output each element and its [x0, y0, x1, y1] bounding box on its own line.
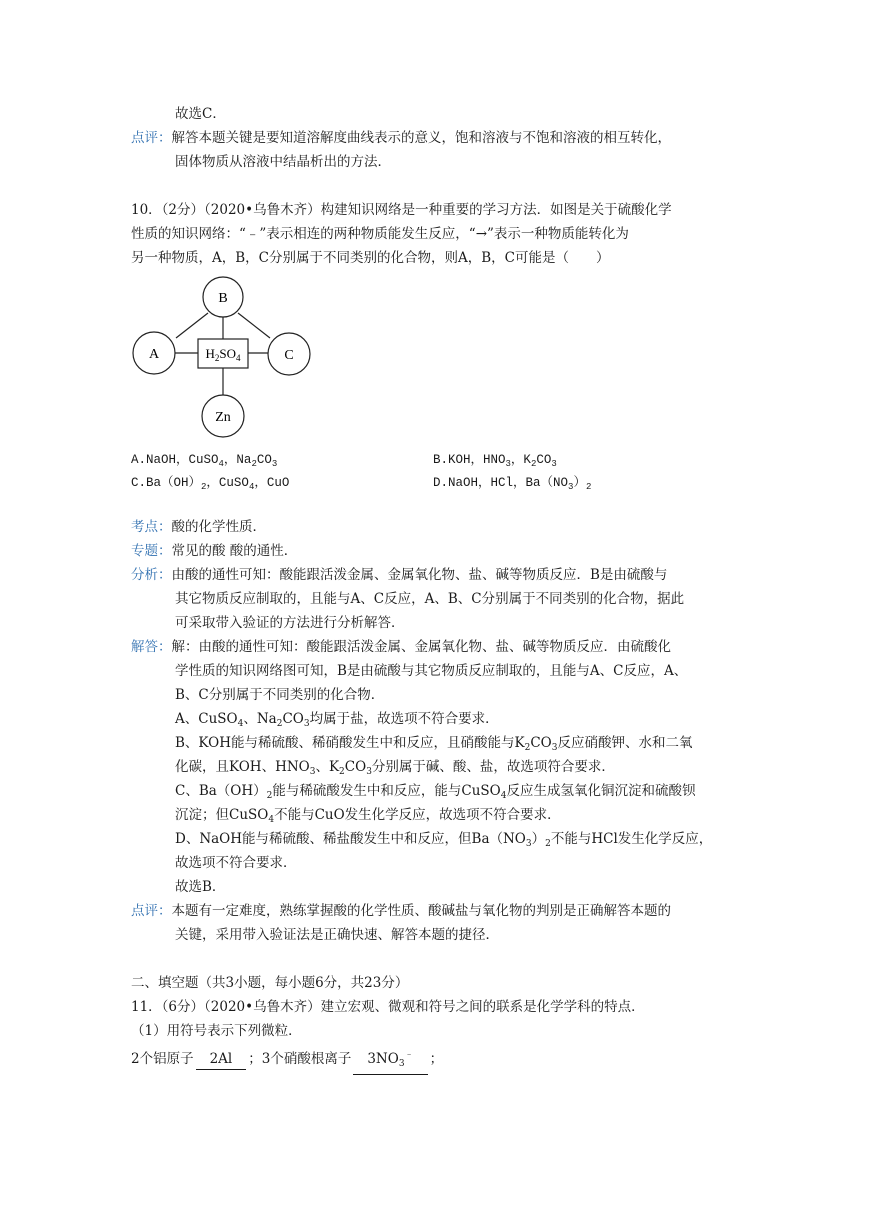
dianping-line-2: 关键，采用带入验证法是正确快速、解答本题的捷径． — [175, 927, 499, 943]
q10-stem-line-2: 性质的知识网络：“﹣”表示相连的两种物质能发生反应，“→”表示一种物质能转化为 — [131, 226, 629, 242]
solution-d-line-1: D、NaOH能与稀硫酸、稀盐酸发生中和反应，但$Ba(NO_3)_2$不能与HCl发生化学反应， — [175, 831, 713, 849]
zhuanti: 专题：常见的酸 酸的通性． — [131, 543, 298, 559]
comment-line-1: 解答本题关键是要知道溶解度曲线表示的意义，饱和溶液与不饱和溶液的相互转化， — [171, 130, 671, 146]
q10-conclusion: 故选B． — [175, 879, 226, 895]
solution-c-line-1: C、$Ba(OH)_2$能与稀硫酸发生中和反应，能与CuSO$_4$反应生成氢氧化铜沉淀和硫酸钡 — [175, 783, 696, 801]
prev-conclusion: 故选C． — [175, 106, 226, 122]
kaodian: 考点：酸的化学性质． — [131, 519, 266, 535]
option-d: D.NaOH，HCl，$Ba(NO_3)_2$ — [433, 476, 592, 492]
prev-comment — [131, 128, 671, 148]
jieda-line-1: 解答：解：由酸的通性可知：酸能跟活泼金属、金属氧化物、盐、碱等物质反应．由硫酸化 — [131, 639, 671, 655]
node-zn-label: Zn — [215, 410, 231, 425]
solution-d-line-2: 故选项不符合要求． — [175, 855, 297, 871]
answer-blank-1: 2Al — [196, 1049, 247, 1070]
fenxi-line-2: 其它物质反应制取的，且能与A、C反应，A、B、C分别属于不同类别的化合物，据此 — [175, 591, 685, 607]
jieda-line-3: B、C分别属于不同类别的化合物． — [175, 687, 385, 703]
solution-a: A、CuSO$_4$、$Na_2CO_3$均属于盐，故选项不符合要求． — [175, 711, 499, 729]
edge-b-a — [176, 313, 208, 338]
q11-part-1: （1）用符号表示下列微粒． — [131, 1023, 302, 1039]
node-a-label: A — [148, 347, 160, 362]
option-a: A.NaOH，CuSO$_4$，$Na_2CO_3$ — [131, 453, 278, 469]
solution-b-line-1: B、KOH能与稀硫酸、稀硝酸发生中和反应，且硝酸能与$K_2CO_3$反应硝酸钾、水和二氧 — [175, 735, 693, 753]
q10-stem-line-1: 10．（2分）（2020•乌鲁木齐）构建知识网络是一种重要的学习方法．如图是关于硫酸化学 — [131, 202, 672, 218]
fenxi-line-3: 可采取带入验证的方法进行分析解答． — [175, 615, 405, 631]
edge-b-c — [238, 313, 270, 338]
center-h2so4-label: $H_2SO_4$ — [205, 346, 241, 363]
dianping-line-1: 点评：本题有一定难度，熟练掌握酸的化学性质、酸碱盐与氧化物的判别是正确解答本题的 — [131, 903, 671, 919]
option-c: $C.Ba(OH)_2$，CuSO$_4$，CuO — [131, 476, 290, 492]
fenxi-line-1: 分析：由酸的通性可知：酸能跟活泼金属、金属氧化物、盐、碱等物质反应．B是由硫酸与 — [131, 567, 668, 583]
comment-line-2: 固体物质从溶液中结晶析出的方法． — [175, 154, 391, 170]
sulfuric-acid-knowledge-network-diagram — [125, 270, 325, 442]
q10-stem-line-3: 另一种物质，A，B，C分别属于不同类别的化合物，则A，B，C可能是（ ） — [131, 250, 610, 266]
solution-b-line-2: 化碳，且KOH、$HNO_3$、$K_2CO_3$分别属于碱、酸、盐，故选项符合要求． — [175, 759, 615, 777]
node-b-label: B — [218, 291, 228, 306]
solution-c-line-2: 沉淀；但CuSO$_4$不能与CuO发生化学反应，故选项不符合要求． — [175, 807, 561, 825]
section-2-heading: 二、填空题（共3小题，每小题6分，共23分） — [131, 975, 409, 991]
node-c-label: C — [284, 348, 294, 363]
q11-stem: 11．（6分）（2020•乌鲁木齐）建立宏观、微观和符号之间的联系是化学学科的特点． — [131, 999, 645, 1015]
comment-label: 点评： — [131, 130, 172, 146]
jieda-line-2: 学性质的知识网络图可知，B是由硫酸与其它物质反应制取的，且能与A、C反应，A、 — [175, 663, 688, 679]
option-b: B.KOH，$HNO_3$，$K_2CO_3$ — [433, 453, 557, 469]
q11-item-line: 2个铝原子 2Al ；3个硝酸根离子 $3NO_3^﹣$ ； — [131, 1045, 443, 1075]
answer-blank-2: $3NO_3^﹣$ — [353, 1045, 427, 1075]
